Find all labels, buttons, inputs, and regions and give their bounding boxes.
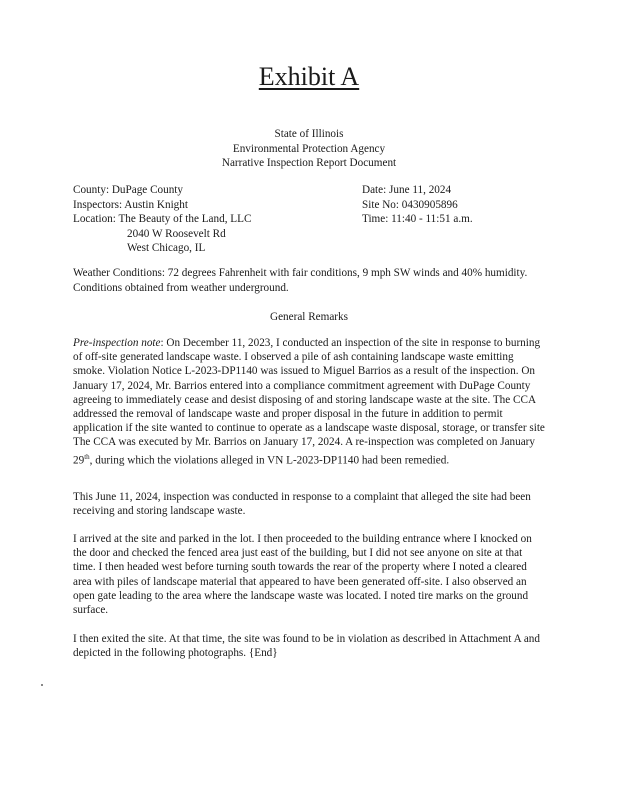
agency-header [0,127,618,171]
general-remarks-heading: General Remarks [270,311,348,323]
conclusion-paragraph: I then exited the site. At that time, the site was found to be in violation as described in Attachment A and depicted in the following photographs. {End} [73,633,540,660]
inspection-purpose-paragraph: This June 11, 2024, inspection was conducted in response to a complaint that alleged the site had been receiving and storing landscape waste. [73,491,531,518]
pre-inspection-paragraph [73,336,545,468]
time-field: Time: 11:40 - 11:51 a.m. [362,213,473,225]
site-observation-paragraph: I arrived at the site and parked in the lot. I then proceeded to the building entrance where I knocked on the door and checked the fenced area just east of the building, but I did not see anyone on site at that time. I then headed west before turning south towards the rear of the property where I noted a cleared area with piles of landscape material that appeared to have been generated off-site. I also observed an open gate leading to the area where the landscape waste was located. I noted tire marks on the ground surface. [73,533,532,617]
ordinal-suffix: th [84,452,90,461]
report-type-line: Narrative Inspection Report Document [221,157,397,169]
exhibit-title: Exhibit A [258,62,360,91]
address-line-2: West Chicago, IL [127,242,206,254]
location-field: Location: The Beauty of the Land, LLC [73,213,252,225]
date-field: Date: June 11, 2024 [362,184,452,196]
scan-speck [41,684,43,686]
meta-left-block [73,183,251,256]
state-line: State of Illinois [274,128,344,140]
county-field: County: DuPage County [73,184,184,196]
address-line-1: 2040 W Roosevelt Rd [127,227,226,240]
pre-inspection-text-b: , during which the violations alleged in VN L-2023-DP1140 had been remedied. [89,454,450,467]
site-number-field: Site No: 0430905896 [362,198,458,211]
agency-line: Environmental Protection Agency [232,142,386,155]
pre-inspection-label: Pre-inspection note [73,337,161,349]
meta-right-block [362,183,473,227]
weather-conditions: Weather Conditions: 72 degrees Fahrenheit with fair conditions, 9 mph SW winds and 40% humidity. Conditions obtained from weather underground. [73,267,528,294]
pre-inspection-text-a: : On December 11, 2023, I conducted an inspection of the site in response to burning of off-site generated landscape waste. I observed a pile of ash containing landscape waste emitting smoke. Violation Notice L-2023-DP1140 was issued to Miguel Barrios as a result of the inspection. On January 17, 2024, Mr. Barrios entered into a compliance commitment agreement with DuPage County agreeing to immediately cease and desist disposing of and storing landscape waste at the site. The CCA addressed the removal of landscape waste and proper disposal in the future in addition to permit application if the site wanted to continue to operate as a landscape waste disposal, storage, or transfer site The CCA was executed by Mr. Barrios on January 17, 2024. A re-inspection was completed on January 29 [73,337,545,467]
inspectors-field: Inspectors: Austin Knight [73,198,188,211]
